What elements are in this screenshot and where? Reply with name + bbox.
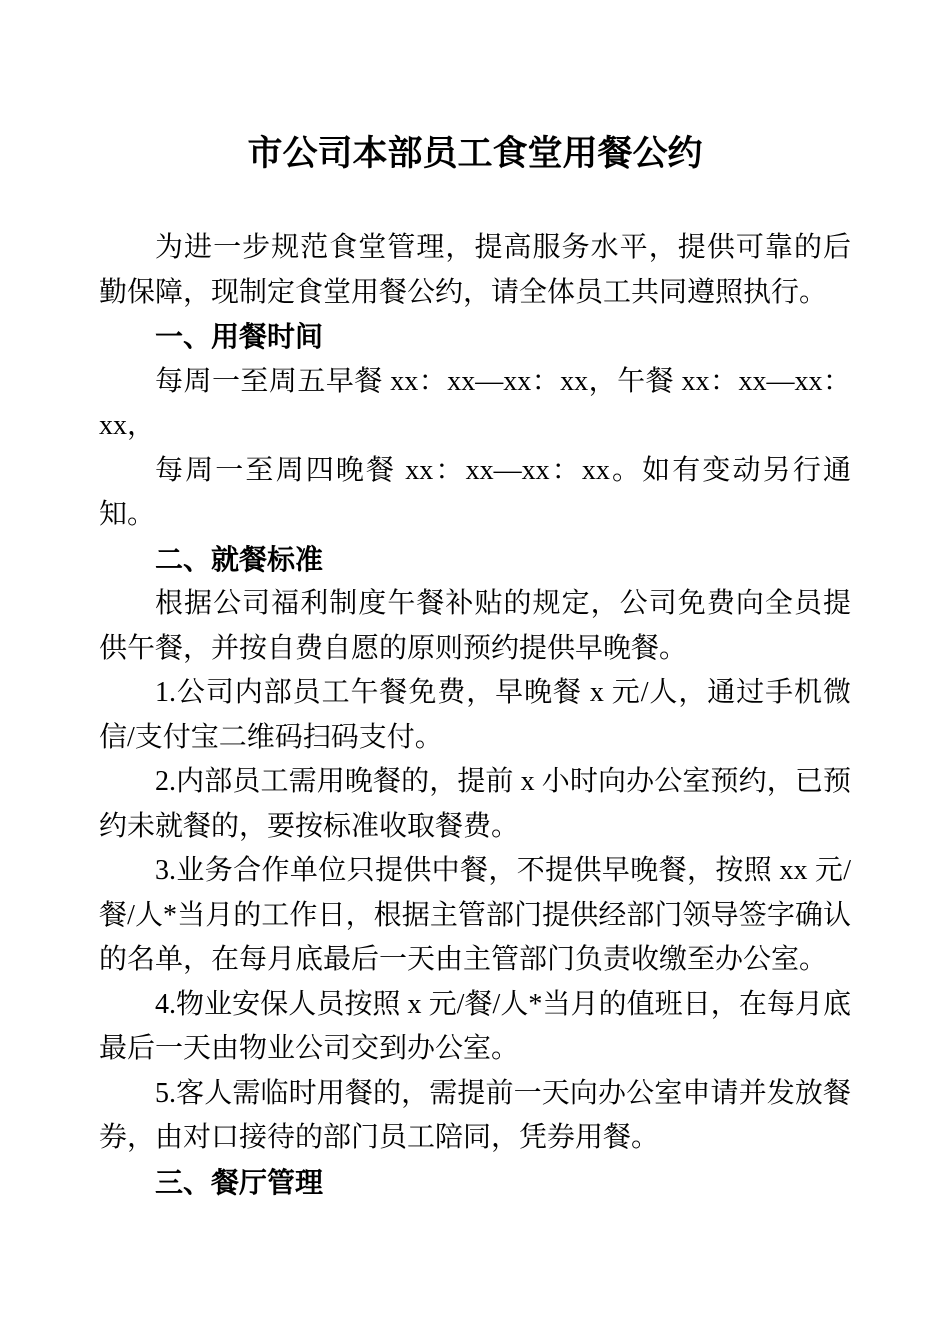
paragraph-weekday-meal-times: 每周一至周五早餐 xx：xx—xx：xx，午餐 xx：xx—xx：xx， <box>99 365 851 441</box>
paragraph-item-3-business-partners: 3.业务合作单位只提供中餐，不提供早晚餐，按照 xx 元/餐/人*当月的工作日，根据主管部门提供经部门领导签字确认的名单，在每月底最后一天由主管部门负责收缴至办公室。 <box>99 855 851 975</box>
paragraph-welfare-policy: 根据公司福利制度午餐补贴的规定，公司免费向全员提供午餐，并按自费自愿的原则预约提供早晚餐。 <box>99 588 851 664</box>
paragraph-item-4-property-security: 4.物业安保人员按照 x 元/餐/人*当月的值班日，在每月底最后一天由物业公司交到办公室。 <box>99 988 851 1064</box>
paragraph-item-1-internal-staff: 1.公司内部员工午餐免费，早晚餐 x 元/人，通过手机微信/支付宝二维码扫码支付。 <box>99 677 851 753</box>
document-title: 市公司本部员工食堂用餐公约 <box>247 134 703 173</box>
section-heading-meal-standards: 二、就餐标准 <box>155 543 324 575</box>
paragraph-item-5-guests: 5.客人需临时用餐的，需提前一天向办公室申请并发放餐券，由对口接待的部门员工陪同，凭券用餐。 <box>99 1077 851 1153</box>
paragraph-dinner-times: 每周一至周四晚餐 xx：xx—xx：xx。如有变动另行通知。 <box>99 454 851 530</box>
section-heading-canteen-management: 三、餐厅管理 <box>155 1166 324 1198</box>
intro-paragraph: 为进一步规范食堂管理，提高服务水平，提供可靠的后勤保障，现制定食堂用餐公约，请全体员工共同遵照执行。 <box>99 232 851 308</box>
section-heading-dining-time: 一、用餐时间 <box>155 321 324 352</box>
paragraph-item-2-dinner-reservation: 2.内部员工需用晚餐的，提前 x 小时向办公室预约，已预约未就餐的，要按标准收取餐费。 <box>99 766 851 842</box>
